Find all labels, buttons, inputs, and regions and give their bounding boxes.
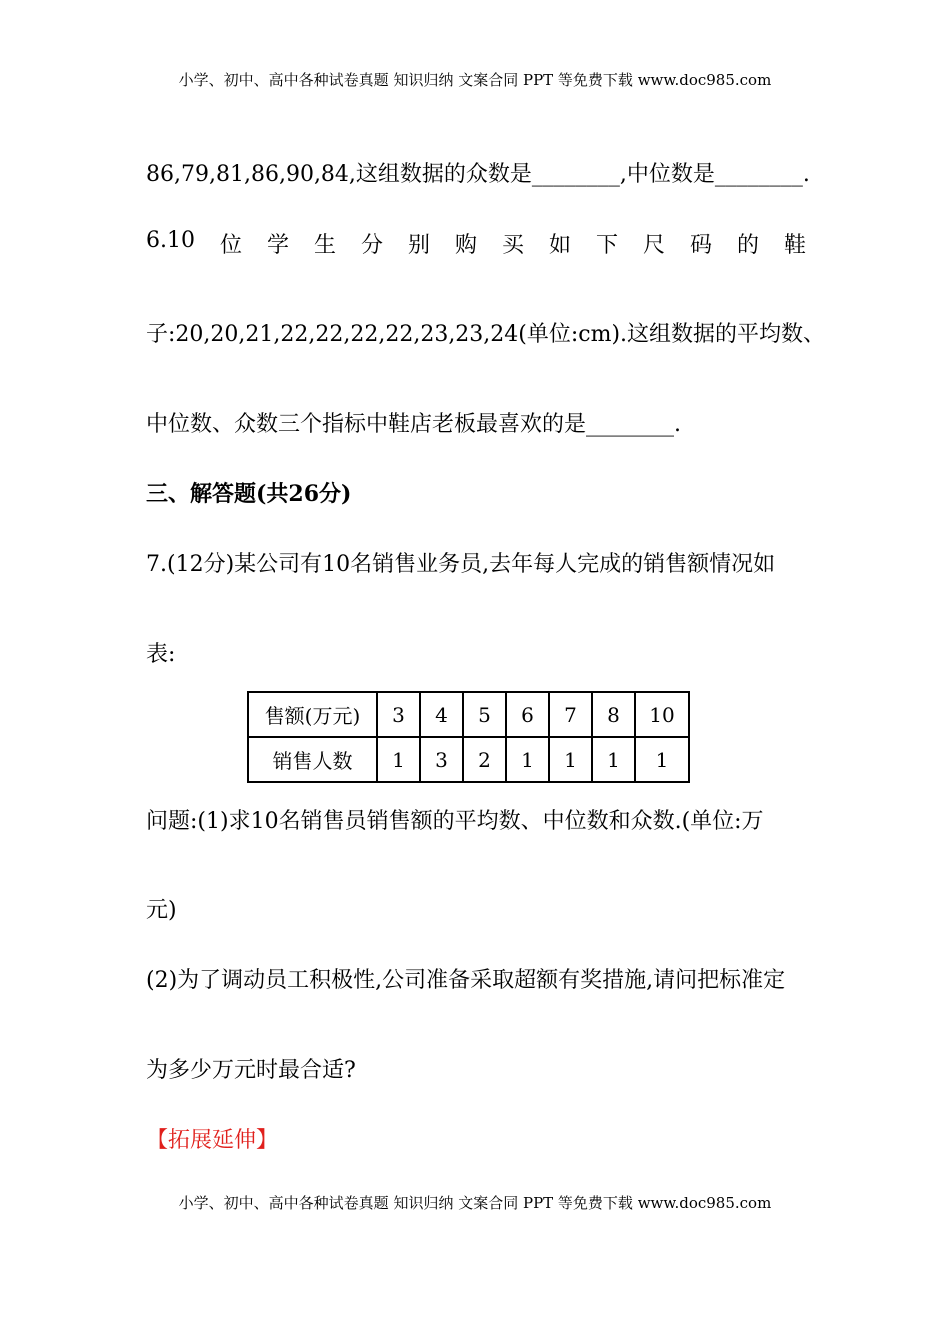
q6-char: 购: [454, 233, 477, 258]
table-cell: 4: [420, 692, 463, 737]
question-6-line-3: 中位数、众数三个指标中鞋店老板最喜欢的是________.: [146, 412, 681, 437]
page-header: 小学、初中、高中各种试卷真题 知识归纳 文案合同 PPT 等免费下载 www.doc985.com: [178, 71, 772, 89]
section-3-title: 三、解答题(共26分): [146, 481, 352, 507]
question-7-part-2-line-1: (2)为了调动员工积极性,公司准备采取超额有奖措施,请问把标准定: [146, 968, 786, 993]
q6-char: 下: [595, 233, 618, 258]
table-row: [248, 692, 689, 737]
table-cell: 1: [549, 737, 592, 782]
table-cell: 10: [635, 692, 689, 737]
table-cell: 1: [592, 737, 635, 782]
q6-char: 码: [689, 233, 712, 258]
table-row-label: 售额(万元): [248, 692, 377, 737]
question-6-line-1: [146, 228, 806, 259]
table-cell: 2: [463, 737, 506, 782]
q6-char: 生: [313, 233, 336, 258]
q6-char: 6.10: [146, 228, 195, 253]
sales-table: [247, 691, 690, 783]
q6-char: 如: [548, 233, 571, 258]
table-cell: 5: [463, 692, 506, 737]
question-7-line-1: 7.(12分)某公司有10名销售业务员,去年每人完成的销售额情况如: [146, 552, 776, 577]
table-cell: 6: [506, 692, 549, 737]
q6-char: 的: [736, 233, 759, 258]
q6-char: 尺: [642, 233, 665, 258]
table-row: [248, 737, 689, 782]
question-7-part-1-line-2: 元): [146, 898, 177, 923]
question-5-text: 86,79,81,86,90,84,这组数据的众数是________,中位数是________.: [146, 162, 810, 187]
question-6-line-2: 子:20,20,21,22,22,22,22,23,23,24(单位:cm).这组数据的平均数、: [146, 322, 826, 347]
q6-char: 鞋: [783, 233, 806, 258]
table-cell: 3: [420, 737, 463, 782]
question-7-line-2: 表:: [146, 642, 176, 667]
page-footer: 小学、初中、高中各种试卷真题 知识归纳 文案合同 PPT 等免费下载 www.doc985.com: [178, 1194, 772, 1212]
table-cell: 8: [592, 692, 635, 737]
table-cell: 1: [506, 737, 549, 782]
q6-char: 位: [219, 233, 242, 258]
table-cell: 1: [635, 737, 689, 782]
table-cell: 3: [377, 692, 420, 737]
extension-title: 【拓展延伸】: [146, 1128, 279, 1153]
question-7-part-2-line-2: 为多少万元时最合适?: [146, 1058, 356, 1083]
q6-char: 别: [407, 233, 430, 258]
question-7-part-1-line-1: 问题:(1)求10名销售员销售额的平均数、中位数和众数.(单位:万: [146, 809, 764, 834]
q6-char: 分: [360, 233, 383, 258]
table-cell: 7: [549, 692, 592, 737]
table-row-label: 销售人数: [248, 737, 377, 782]
table-cell: 1: [377, 737, 420, 782]
q6-char: 学: [266, 233, 289, 258]
q6-char: 买: [501, 233, 524, 258]
